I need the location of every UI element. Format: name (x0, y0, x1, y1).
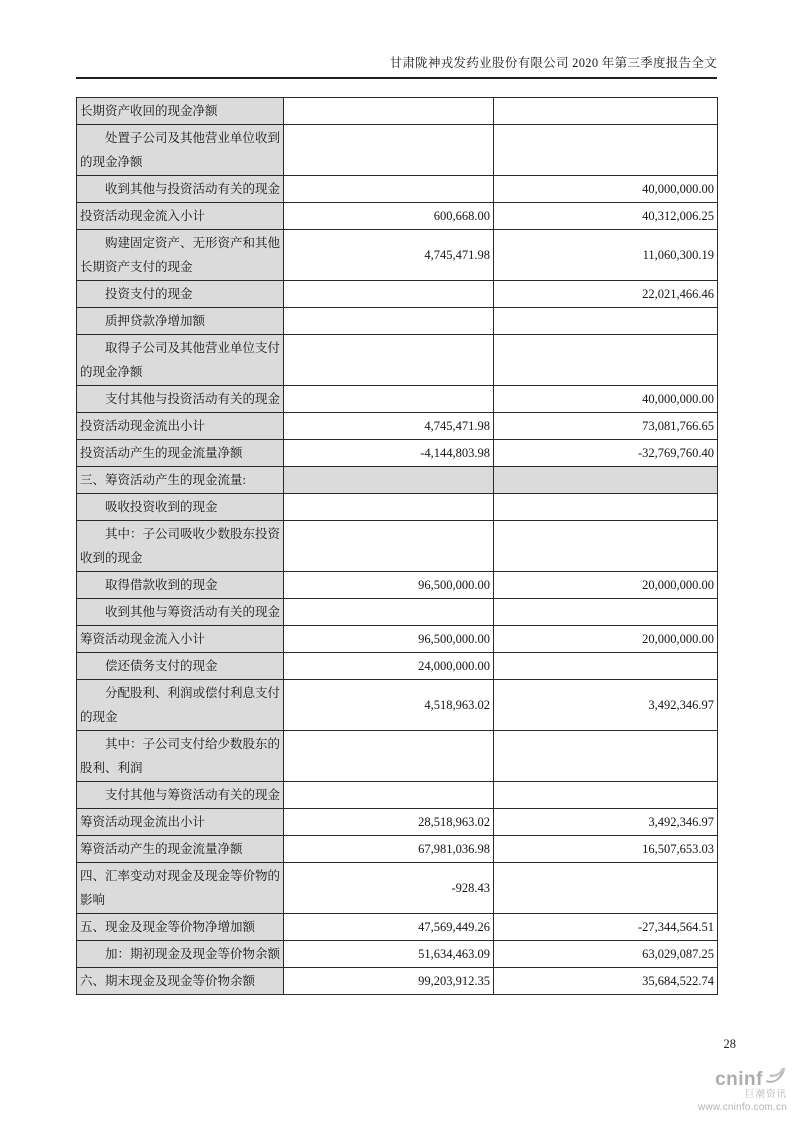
cninfo-subtitle: 巨潮资讯 (744, 1088, 787, 1100)
table-row (77, 626, 718, 653)
table-row (77, 98, 718, 125)
table-row (77, 386, 718, 413)
page-header-title: 甘肃陇神戎发药业股份有限公司 2020 年第三季度报告全文 (76, 53, 717, 79)
table-row (77, 335, 718, 386)
row-label-cell: 取得借款收到的现金 (77, 572, 284, 599)
value-current-cell (284, 731, 494, 782)
value-prior-cell: 20,000,000.00 (494, 626, 718, 653)
value-current-cell: 28,518,963.02 (284, 809, 494, 836)
value-prior-cell (494, 782, 718, 809)
value-prior-cell (494, 467, 718, 494)
value-current-cell (284, 782, 494, 809)
table-row (77, 230, 718, 281)
value-prior-cell: -32,769,760.40 (494, 440, 718, 467)
value-prior-cell: 40,312,006.25 (494, 203, 718, 230)
row-label-cell: 长期资产收回的现金净额 (77, 98, 284, 125)
row-label-cell: 筹资活动现金流入小计 (77, 626, 284, 653)
value-prior-cell (494, 335, 718, 386)
value-prior-cell: 3,492,346.97 (494, 809, 718, 836)
table-row (77, 521, 718, 572)
row-label-cell: 吸收投资收到的现金 (77, 494, 284, 521)
value-prior-cell: 16,507,653.03 (494, 836, 718, 863)
value-current-cell (284, 521, 494, 572)
value-current-cell: 4,745,471.98 (284, 230, 494, 281)
row-label-cell: 三、筹资活动产生的现金流量: (77, 467, 284, 494)
value-prior-cell: -27,344,564.51 (494, 914, 718, 941)
value-current-cell (284, 599, 494, 626)
row-label-cell: 其中：子公司吸收少数股东投资收到的现金 (77, 521, 284, 572)
value-current-cell: 67,981,036.98 (284, 836, 494, 863)
value-prior-cell: 3,492,346.97 (494, 680, 718, 731)
value-current-cell (284, 98, 494, 125)
table-row (77, 914, 718, 941)
table-row (77, 968, 718, 995)
table-row (77, 413, 718, 440)
value-current-cell (284, 335, 494, 386)
row-label-cell: 收到其他与筹资活动有关的现金 (77, 599, 284, 626)
row-label-cell: 取得子公司及其他营业单位支付的现金净额 (77, 335, 284, 386)
row-label-cell: 四、汇率变动对现金及现金等价物的影响 (77, 863, 284, 914)
table-row (77, 176, 718, 203)
value-prior-cell: 73,081,766.65 (494, 413, 718, 440)
row-label-cell: 筹资活动产生的现金流量净额 (77, 836, 284, 863)
value-prior-cell (494, 599, 718, 626)
value-current-cell: 96,500,000.00 (284, 572, 494, 599)
table-row (77, 941, 718, 968)
value-prior-cell (494, 125, 718, 176)
row-label-cell: 收到其他与投资活动有关的现金 (77, 176, 284, 203)
value-current-cell (284, 308, 494, 335)
value-prior-cell (494, 653, 718, 680)
row-label-cell: 加：期初现金及现金等价物余额 (77, 941, 284, 968)
table-row (77, 782, 718, 809)
value-prior-cell: 40,000,000.00 (494, 176, 718, 203)
row-label-cell: 其中：子公司支付给少数股东的股利、利润 (77, 731, 284, 782)
cash-flow-table (76, 97, 718, 995)
row-label-cell: 支付其他与投资活动有关的现金 (77, 386, 284, 413)
table-row (77, 494, 718, 521)
value-current-cell: 99,203,912.35 (284, 968, 494, 995)
value-current-cell: 96,500,000.00 (284, 626, 494, 653)
value-current-cell: 600,668.00 (284, 203, 494, 230)
table-row (77, 809, 718, 836)
value-prior-cell: 20,000,000.00 (494, 572, 718, 599)
table-row (77, 836, 718, 863)
value-prior-cell (494, 98, 718, 125)
table-row (77, 863, 718, 914)
row-label-cell: 投资活动现金流出小计 (77, 413, 284, 440)
value-current-cell: 4,745,471.98 (284, 413, 494, 440)
row-label-cell: 投资支付的现金 (77, 281, 284, 308)
row-label-cell: 处置子公司及其他营业单位收到的现金净额 (77, 125, 284, 176)
value-prior-cell: 35,684,522.74 (494, 968, 718, 995)
table-row (77, 125, 718, 176)
row-label-cell: 分配股利、利润或偿付利息支付的现金 (77, 680, 284, 731)
value-current-cell: -928.43 (284, 863, 494, 914)
cninfo-logo (677, 1068, 787, 1113)
value-current-cell: -4,144,803.98 (284, 440, 494, 467)
value-prior-cell: 63,029,087.25 (494, 941, 718, 968)
value-current-cell: 51,634,463.09 (284, 941, 494, 968)
value-current-cell (284, 125, 494, 176)
table-row (77, 572, 718, 599)
page-number: 28 (723, 1037, 736, 1051)
value-current-cell (284, 467, 494, 494)
row-label-cell: 筹资活动现金流出小计 (77, 809, 284, 836)
value-current-cell (284, 176, 494, 203)
value-prior-cell (494, 494, 718, 521)
table-row (77, 680, 718, 731)
value-prior-cell (494, 521, 718, 572)
value-prior-cell (494, 863, 718, 914)
cninfo-url: www.cninfo.com.cn (698, 1102, 787, 1114)
row-label-cell: 偿还债务支付的现金 (77, 653, 284, 680)
value-current-cell: 47,569,449.26 (284, 914, 494, 941)
value-current-cell (284, 386, 494, 413)
row-label-cell: 购建固定资产、无形资产和其他长期资产支付的现金 (77, 230, 284, 281)
table-section-row (77, 467, 718, 494)
row-label-cell: 五、现金及现金等价物净增加额 (77, 914, 284, 941)
value-current-cell (284, 494, 494, 521)
table-row (77, 599, 718, 626)
row-label-cell: 投资活动现金流入小计 (77, 203, 284, 230)
table-row (77, 203, 718, 230)
value-prior-cell (494, 731, 718, 782)
row-label-cell: 六、期末现金及现金等价物余额 (77, 968, 284, 995)
table-row (77, 653, 718, 680)
value-prior-cell: 11,060,300.19 (494, 230, 718, 281)
value-prior-cell (494, 308, 718, 335)
row-label-cell: 支付其他与筹资活动有关的现金 (77, 782, 284, 809)
value-prior-cell: 22,021,466.46 (494, 281, 718, 308)
cninfo-brand-text: cninf (715, 1068, 763, 1090)
row-label-cell: 质押贷款净增加额 (77, 308, 284, 335)
table-row (77, 308, 718, 335)
table-row (77, 281, 718, 308)
row-label-cell: 投资活动产生的现金流量净额 (77, 440, 284, 467)
value-prior-cell: 40,000,000.00 (494, 386, 718, 413)
table-row (77, 440, 718, 467)
value-current-cell (284, 281, 494, 308)
table-row (77, 731, 718, 782)
value-current-cell: 4,518,963.02 (284, 680, 494, 731)
value-current-cell: 24,000,000.00 (284, 653, 494, 680)
